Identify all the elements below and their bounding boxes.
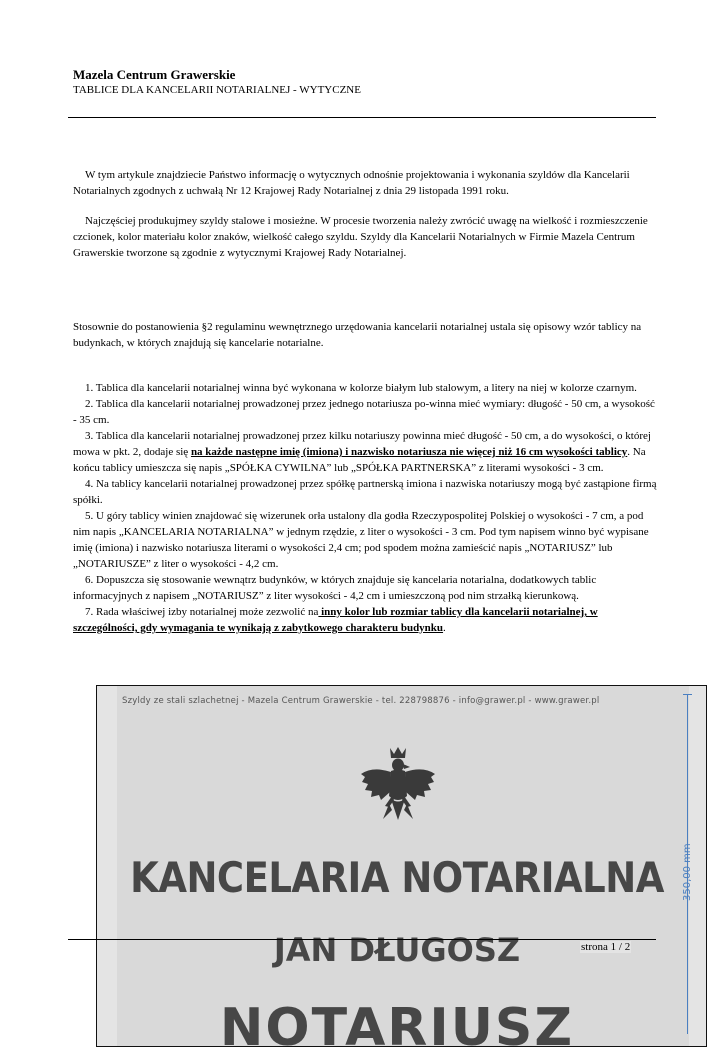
rule-3-text-a: 3. Tablica dla kancelarii notarialnej prowadzonej przez kilku notariuszy powinna mieć długość - 50 cm, a do wysokości, o której mowa w pkt. 2, dodaje się xyxy=(73,430,651,458)
document-subtitle: TABLICE DLA KANCELARII NOTARIALNEJ - WYTYCZNE xyxy=(73,84,361,96)
rules-list xyxy=(73,380,658,636)
sign-name: JAN DŁUGOSZ xyxy=(273,931,521,969)
rule-6 xyxy=(73,572,658,604)
intro-text-2: Najczęściej produkujmey szyldy stalowe i mosieżne. W procesie tworzenia należy zwrócić uwagę na wielkość i rozmieszczenie czcionek, kolor materiału kolor znaków, wielkość całego szyldu. Szyldy dla Kancelarii Notarialnych w Firmie Mazela Centrum Grawerskie tworzone są zgodnie z wytycznymi Krajowej Rady Notarialnej. xyxy=(73,215,648,259)
sign-preview-image xyxy=(96,685,707,1047)
intro-paragraph-2 xyxy=(73,213,658,261)
footer-divider xyxy=(68,939,656,940)
rule-3 xyxy=(73,428,658,476)
rule-7 xyxy=(73,604,658,636)
rule-2 xyxy=(73,396,658,428)
rule-5-text: 5. U góry tablicy winien znajdować się wizerunek orła ustalony dla godła Rzeczypospolitej Polskiej o wysokości - 7 cm, a pod nim napis „KANCELARIA NOTARIALNA” w jednym rzędzie, z liter o wysokości - 3 cm. Pod tym napisem winno być wypisane imię (imiona) i nazwisko notariusza literami o wysokości 2,4 cm; pod spodem można zamieścić napis „NOTARIUSZ” lub „NOTARIUSZE” z liter o wysokości - 4,2 cm. xyxy=(73,510,649,570)
intro-text-1: W tym artykule znajdziecie Państwo informację o wytycznych odnośnie projektowania i wykonania szyldów dla Kancelarii Notarialnych zgodnych z uchwałą Nr 12 Krajowej Rady Notarialnej z dnia 29 listopada 1991 roku. xyxy=(73,169,630,197)
rule-7-emphasis: inny kolor lub rozmiar tablicy dla kancelarii notarialnej, w szczególności, gdy wymagania te wynikają z zabytkowego charakteru budynku xyxy=(73,606,598,634)
company-name: Mazela Centrum Grawerskie xyxy=(73,67,236,82)
rule-7-text-c: . xyxy=(443,622,446,634)
rule-5 xyxy=(73,508,658,572)
rule-4-text: 4. Na tablicy kancelarii notarialnej prowadzonej przez spółkę partnerską imiona i nazwiska notariuszy mogą być zastąpione firmą spółki. xyxy=(73,478,657,506)
rule-3-emphasis: na każde następne imię (imiona) i nazwisko notariusza nie więcej niż 16 cm wysokości tablicy xyxy=(190,446,628,458)
rule-7-text-a: 7. Rada właściwej izby notarialnej może zezwolić na xyxy=(85,606,319,618)
rule-2-text: 2. Tablica dla kancelarii notarialnej prowadzonej przez jednego notariusza po-winna mieć wymiary: długość - 50 cm, a wysokość - 35 cm. xyxy=(73,398,655,426)
sign-role: NOTARIUSZ xyxy=(219,998,575,1047)
rule-3-text-c: . Na końcu tablicy umieszcza się napis „SPÓŁKA CYWILNA” lub „SPÓŁKA PARTNERSKA” z literami wysokości - 3 cm. xyxy=(73,446,646,474)
dimension-tick-top xyxy=(683,694,692,695)
polish-eagle-icon xyxy=(359,744,437,828)
intro-paragraph-1 xyxy=(73,167,658,199)
rule-1 xyxy=(73,380,658,396)
sign-title: KANCELARIA NOTARIALNA xyxy=(130,854,664,903)
header-divider xyxy=(68,117,656,118)
rule-1-text: 1. Tablica dla kancelarii notarialnej winna być wykonana w kolorze białym lub stalowym, a litery na niej w kolorze czarnym. xyxy=(85,382,637,394)
page-number: strona 1 / 2 xyxy=(581,941,631,953)
rule-6-text: 6. Dopuszcza się stosowanie wewnątrz budynków, w których znajduje się kancelaria notarialna, dodatkowych tablic informacyjnych z napisem „NOTARIUSZ” z liter wysokości - 4,2 cm i umieszczoną pod nim strzałką kierunkową. xyxy=(73,574,597,602)
sign-header-text: Szyldy ze stali szlachetnej - Mazela Centrum Grawerskie - tel. 228798876 - info@grawer.pl - www.grawer.pl xyxy=(122,696,600,706)
intro-paragraph-3: Stosownie do postanowienia §2 regulaminu wewnętrznego urzędowania kancelarii notarialnej ustala się opisowy wzór tablicy na budynkach, w których znajdują się kancelarie notarialne. xyxy=(73,321,642,349)
dimension-label: 350,00 mm xyxy=(682,843,693,901)
rule-4 xyxy=(73,476,658,508)
